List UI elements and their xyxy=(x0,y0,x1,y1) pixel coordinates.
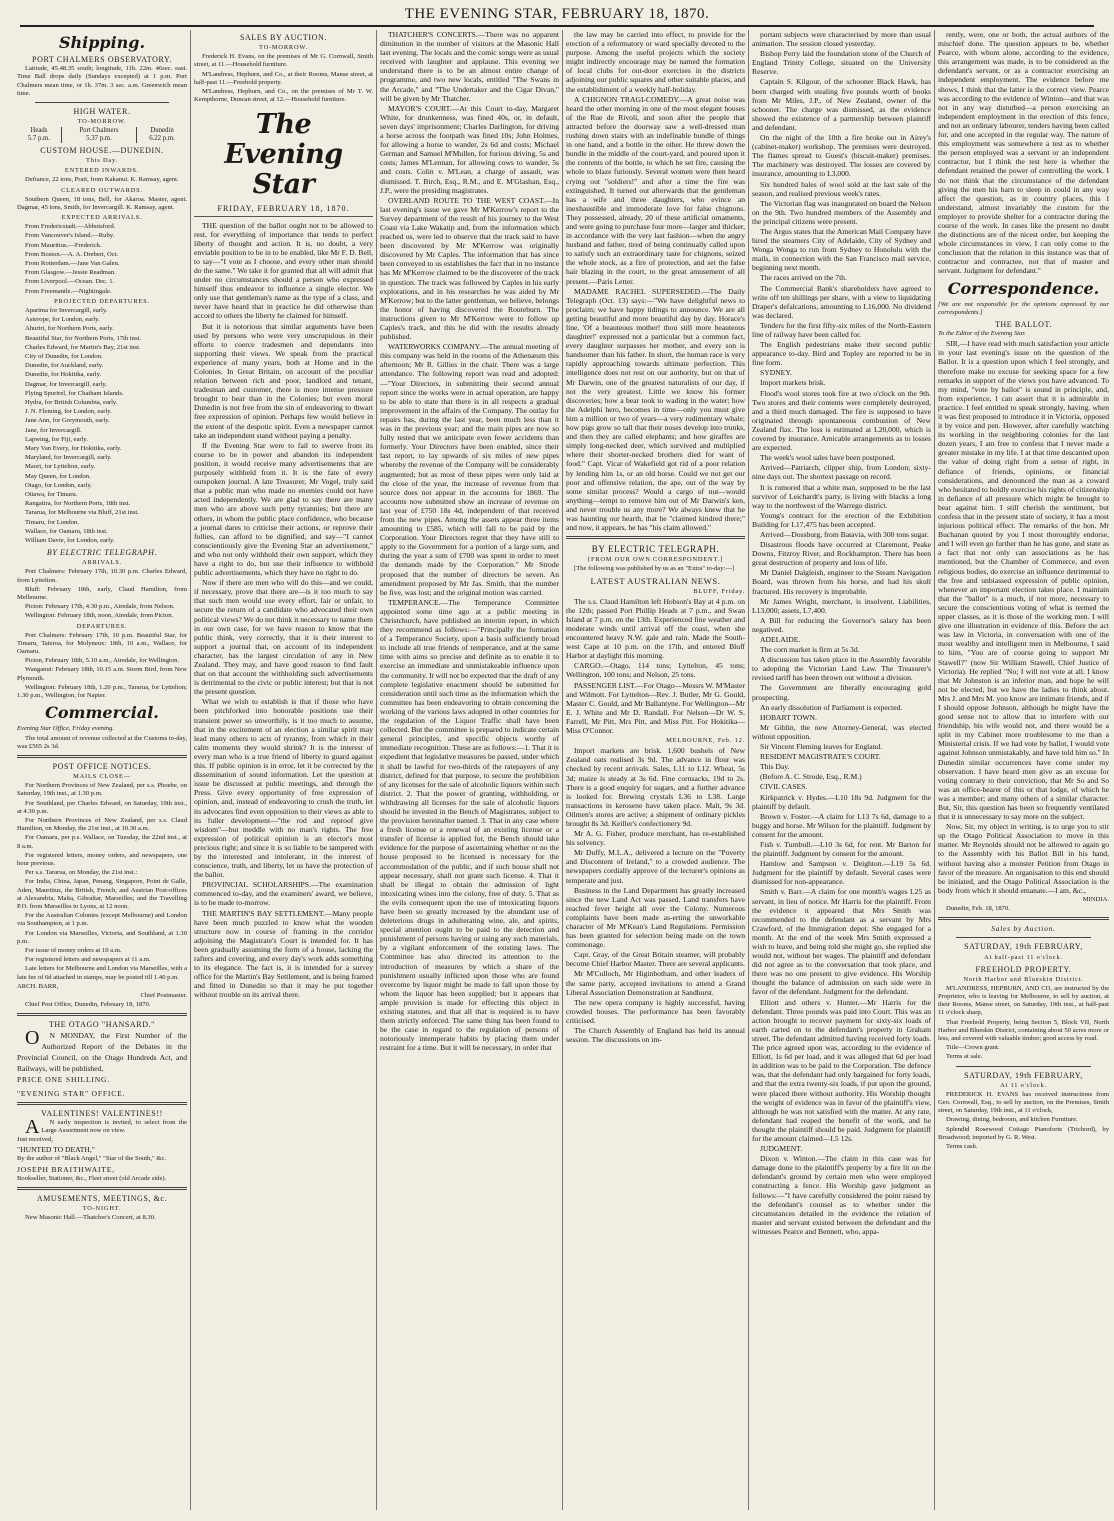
departure-item: Hydra, for British Columbia, early. xyxy=(25,398,118,406)
sale-item: Frederick H. Evans, on the premises of Mr G. Cornwall, Smith street, at 11.—Household furniture. xyxy=(194,53,373,69)
letter-paragraph: SIR,—I have read with much satisfaction your article in your last evening's issue on the question of the Ballot. It is a question upon which I feel strongly, and therefore make no excuse for seeking space for a few remarks in support of the views you have advanced. To my mind, "vote by ballot" is sound in principle, and, from experience, I can assert that it is admirable in practice. I feel entitled to speak strongly, having, when it was first proposed to introduce it in Victoria, opposed it by voice and pen. However, after carefully watching its working in the neighboring colonies for the last dozen years, I am free to confess that I never made a greater mistake in my life. I at that time descanted upon the value of doing right from a sense of right, in defiance of friends, opinions, or financial considerations, and denounced the man as a coward who hesitated to boldly exercise his rights of citizenship in defiance of all pressure which might be brought to bear against him. I still cherish the sentiment, but confess that in the present state of society, it has a most injurious political effect. The remarks of the hon. Mr Buchanan quoted by you I most thoroughly endorse, and I will even go further than he has gone, and state as a fact that not only can associations as he has mentioned, but the Chamber of Commerce, and even religious bodies, do exercise an influence detrimental to the free and unbiassed expression of public opinion, whenever an important election takes place. I maintain that the "ballot" is a much, if not more, necessary to secure the conscientious voting of what is termed the upper classes, as it is those of the working men. I will give one illustration in evidence of this. Before the act was law in Victoria, in conversation with one of the most wealthy and intelligent men in Melbourne, I said to him, "You are of course going to support Mr Stawell?" (now Sir William Stawell, Chief Justice of Victoria). He replied "No; I will not vote at all. I know that Mr Johnston is an inferior man, and hope he will not be elected, but we have the ladies to think about. Mrs J. and Mrs M. you know are intimate friends, and if I should oppose Johnson, although he might have the good sense not to allow that to interfere with our friendship, his wife would not, and there would be a split in my Cabinet more troublesome to me than a Ministerial crisis. If we had vote by ballot, I would vote against Johnson unmistakably, and have told him so." In Dunedin similar occurrences have come under my observation. I have heard men give as an excuse for voting contrary to their conviction, that Mr So and So was an office-bearer of this or that lodge, of which he was a member; and many others of a similar character. But, Sir, this question has been so frequently ventilated that it is unnecessary to say more on the subject. xyxy=(938,339,1109,822)
news-paragraph: PASSENGER LIST.—For Otago—Messrs W. M'Master and Wilmott. For Lyttelton—Rev. J. Butler, Mr G. Gould, Master C. Gould, and Mr Ballantyne. For Wellington—Mr E. J. White and Mr D. Randall. For Nelson—Dr W. S. Farrell, Mr Pitt, Mrs Pitt, and Miss Pitt. For Hokitika—Miss O'Connor. xyxy=(566,680,745,736)
amusements-heading: AMUSEMENTS, MEETINGS, &c. xyxy=(36,1193,168,1203)
news-paragraph: Mr Giblin, the new Attorney-General, was elected without opposition. xyxy=(752,722,931,741)
departure-item: Asterope, for London, early. xyxy=(25,316,100,324)
tide-place: Heads xyxy=(30,127,48,135)
news-paragraph: On the night of the 10th a fire broke out in Airey's (cabinet-maker) workshop. The premises were destroyed. The flames spread to Guest's (biscuit-maker) premises. The machinery was destroyed. The losses are covered by insurance, amounting to L3,000. xyxy=(752,133,931,179)
editorial-paragraph: THE MARTIN'S BAY SETTLEMENT.—Many people have been much puzzled to know what the wooden structure now in course of framing in the corridor adjoining the Magistrate's Court is intended for. It has been gradually assuming the form of a house, lacking the rafters and covering, and every day's work adds something to its elegance. The fact is, it is intended for a survey office for the Martin's Bay Settlement, and is being framed and fitted in Dunedin so that it may be put together without trouble on its arrival there. xyxy=(194,908,373,1000)
news-paragraph: An early dissolution of Parliament is expected. xyxy=(760,702,903,712)
editorial-paragraph: Now if there are men who will do this—and we could, if necessary, prove that there are—is it too much to say that such men would use every effort, fair or unfair, to secure the return of a candidate who advocated their own political views? We do not think it necessary to name them in our own case, for we have reason to know that the public think, very correctly, that it is their interest to support a journal that, on account of its independent character, has the largest circulation of any in New Zealand. They may, and have good reason to find fault that on that account the withholding such advertisements is detrimental to the civic or public interest; but that is not the present question. xyxy=(194,578,373,697)
sale1-sub: North Harbor and Blueskin District. xyxy=(963,975,1084,983)
valentines-text: AN early inspection is invited, to select from the Large Assortment now on view. xyxy=(25,1115,187,1138)
news-paragraph: This Day. xyxy=(760,762,790,772)
news-paragraph: A discussion has taken place in the Assembly favorable to adopting the Victorian Land Law. The Treasurer's revised tariff has been thrown out without a division. xyxy=(752,655,931,683)
news-paragraph: ADELAIDE. xyxy=(760,635,801,644)
departure-item: Flying Spurirel, for Chatham Islands. xyxy=(25,389,124,397)
news-paragraph: Young's contract for the erection of the Exhibition Building for L17,475 has been accepted. xyxy=(752,510,931,529)
news-paragraph: Mr Duffy, M.L.A., delivered a lecture on the "Poverty and Discontent of Ireland," to a crowded audience. The newspapers cordially approve of the lecturer's opinions as temperate and just. xyxy=(566,848,745,885)
departure-item: Dunedin, for Hokitika, early. xyxy=(25,371,102,379)
news-paragraph: Fish v. Turnbull.—L10 3s 6d, for rent. Mr Barton for the plaintiff. Judgment by consent for the amount. xyxy=(752,839,931,859)
valentines-heading: VALENTINES! VALENTINES!! xyxy=(41,1108,163,1118)
customs-sub: This Day. xyxy=(86,157,118,165)
divider xyxy=(938,917,1109,920)
projected-departures-heading: PROJECTED DEPARTURES. xyxy=(54,297,150,305)
news-paragraph: The races arrived on the 7th. xyxy=(760,273,847,283)
post-footer: Chief Post Office, Dunedin, February 18, 1870. xyxy=(25,1001,151,1009)
news-paragraph: The Church Assembly of England has held its annual session. The discussions on im- xyxy=(566,1026,745,1045)
hansard-price: PRICE ONE SHILLING. xyxy=(17,1075,111,1085)
news-paragraph: the law may be carried into effect, to provide for the erection of a reformatory or ward specially devoted to the purpose. Among the useful projects which the society might indirectly encourage may be named the formation of local clubs for out-door exercises in the districts adjoining our public squares and other suitable places, and the establishment of a weekly half-holiday. xyxy=(566,30,745,94)
departure-item: Dunedin, for Auckland, early. xyxy=(25,362,104,370)
correspondence-heading: Correspondence. xyxy=(947,278,1100,298)
shipping-heading: Shipping. xyxy=(58,33,146,52)
expected-arrivals-list xyxy=(17,223,187,296)
departure-item: Maryland, for Invercargill, early. xyxy=(25,454,112,462)
sale2-time: At 11 o'clock. xyxy=(1000,1081,1047,1089)
column-1 xyxy=(14,30,190,1510)
post-item: For India, China, Japan, Penang, Singapore, Point de Galle, Aden, Mauritius, the British, French, and Austrian Post-offices at Alexandria, Malta, Gibraltar, Marseilles; and the Travelling P.O. from Marseilles to Lyons, at 12 noon. xyxy=(17,878,187,910)
departure-item: Tararua, for Melbourne via Bluff, 21st inst. xyxy=(25,509,139,517)
column-3-body xyxy=(380,30,559,1053)
editorial-body xyxy=(194,221,373,1000)
sale-item: M'Landress, Hepburn, and Co., at their Rooms, Manse street, at half-past 11.—Freehold property. xyxy=(194,70,373,86)
post-signature-title: Chief Postmaster. xyxy=(140,991,187,999)
australian-news-heading: LATEST AUSTRALIAN NEWS. xyxy=(590,575,721,586)
sales-list xyxy=(194,53,373,104)
projected-departures-list xyxy=(17,307,187,545)
tel-arrivals-heading: ARRIVALS. xyxy=(82,559,122,567)
departure-item: Beautiful Star, for Northern Ports, 17th inst. xyxy=(25,334,142,342)
departure-item: Rangatira, for Northern Ports, 18th inst. xyxy=(25,500,131,508)
news-paragraph: The Argus states that the American Mail Company have hired the steamers City of Adelaide, City of Sydney and Wonga Wonga to run from Sydney to Honolulu with the mails, in connection with the San Francisco mail service, beginning next month. xyxy=(752,226,931,273)
amusements-text: New Masonic Hall.—Thatcher's Concert, at 8.30. xyxy=(25,1214,156,1222)
divider xyxy=(17,1013,187,1016)
tel-departure-item: Picton, February 18th, 5.10 a.m., Airedale, for Wellington. xyxy=(25,657,180,665)
news-paragraph: Flood's wool stores took fire at two o'clock on the 9th. Two stores and their contents were completely destroyed, and a third much damaged. The fire is supposed to have originated through spontaneous combustion of New Zealand flax. The loss is estimated at L20,000, which is covered by insurance. Amicable arrangements as to losses are expected. xyxy=(752,388,931,453)
news-paragraph: MADAME RACHEL SUPERSEDED.—The Daily Telegraph (Oct. 13) says:—"We have delightful news to proclaim; we have happy tidings to announce. We are all getting beautiful and more beautiful day by day. Horace's line, 'Of a beauteous mother! thou still more beauteous daughter!' expressed not a particular but a common fact, every daughter surpasses her mother, and every son is handsomer than his father. In short, the human race is very rapidly approaching towards ultimate perfection. This intelligence does not rest on our authority, but on that of Mr Darwin, one of the greatest naturalists of our day, if not the very greatest. Little we know his former discoveries; how a bear took to wading in the water; how the Adelphi hero, becomes in time—only you must give him a million or two of years—a very rudimentary whale; how pigs grow so tall that their noses develop into trunks, and then they are called elephants; and how giraffes are simply long-necked deer, which survived and multiplied where their shorter-necked brothers died for want of food." Capt. Vicar of Wakefield got rid of a poor relation by lending him 1s, or an old horse. Could we not get our poor and offensive relation, the ape, out of the way by some similar process? Would a cargo of nut—would anything—tempt to remove him out of Mr Darwin's ken, and never trouble us any more? We always knew that he was haunting our hearth, that he "claimed kindred there;" and now, it appears, he has "his claim allowed." xyxy=(566,286,745,533)
sale-paragraph: Splendid Rosewood Cottage Pianoforte (Trichord), by Broadwood; imported by G. R. West. xyxy=(938,1125,1109,1141)
news-paragraph: Arrived—Patriarch, clipper ship, from London; sixty-nine days out. The shortest passage on record. xyxy=(752,463,931,482)
tel-departure-item: Wanganui: February 18th, 10.15 a.m. Storm Bird, from New Plymouth. xyxy=(17,666,187,682)
tel-arrival-item: Wellington: February 18th, noon, Airedale, from Picton. xyxy=(25,612,174,620)
amusements-sub: TO-NIGHT. xyxy=(82,1205,122,1213)
news-paragraph: The Commercial Bank's shareholders have agreed to write off ten shillings per share, with a view to liquidating Draper's defalcations, amounting to L16,000. No dividend was declared. xyxy=(752,283,931,320)
news-paragraph: Six hundred bales of wool sold at the last sale of the season, and realised previous week's rates. xyxy=(752,179,931,198)
newspaper-title: The Evening Star xyxy=(224,109,343,201)
observatory-text: Latitude, 45.48.35 south; longitude, 11h. 22m. 46sec. east. Time Ball drops daily (Sundays excepted) at 1 p.m. Port Chalmers mean time, or 1h. 37m. 3 sec. a.m. Greenwich mean time. xyxy=(17,65,187,97)
departure-item: Ahuriri, for Northern Ports, early. xyxy=(25,325,114,333)
tide-time: 5.37 p.m. xyxy=(61,135,136,143)
valentines-title: "HUNTED TO DEATH," xyxy=(17,1145,95,1155)
sale2-body xyxy=(938,1091,1109,1151)
hansard-heading: THE OTAGO "HANSARD." xyxy=(48,1020,156,1030)
post-item: For Oamaru, per p.s. Wallace, on Tuesday, the 22nd inst., at 8 a.m. xyxy=(17,834,187,850)
sale-paragraph: That Freehold Property, being Section 5, Block VII, North Harbor and Blueskin District, containing about 50 acres more or less, and covered with valuable timber; good access by road. xyxy=(938,1018,1109,1043)
letter-date: Dunedin, Feb. 18, 1870. xyxy=(946,905,1010,913)
post-item: For the Australian Colonies (except Melbourne) and London via Southampton, at 1 p.m. xyxy=(17,912,187,928)
news-paragraph: (Before A. C. Strode, Esq., R.M.) xyxy=(760,772,862,782)
news-paragraph: The Government are liberally encouraging gold prospecting. xyxy=(752,683,931,702)
departure-item: Mary Van Every, for Hokitika, early. xyxy=(25,444,122,452)
sale-paragraph: M'LANDRESS, HEPBURN, AND CO, are instructed by the Proprietor, who is leaving for Melbourne, to sell by auction, at their Rooms, Manse street, on Saturday, 19th inst., at half-past 11 o'clock sharp, xyxy=(938,984,1109,1017)
post-item: For London via Marseilles, Victoria, and Southland, at 1.30 p.m. xyxy=(17,929,187,945)
divider xyxy=(17,755,187,758)
news-paragraph: MAYOR'S COURT.—At this Court to-day, Margaret White, for drunkenness, was fined 40s, or, in default, seven days' imprisonment; Charles Darlington, for driving a horse across the footpath was fined 10s; John Holmes, for allowing a horse to wander, 2s 6d and costs; Michael German and Samuel M'Mullen, for furious driving, 5s and costs; James M'Lennan, for allowing cows to wander, 5s and costs. Colin v. M'Lean, a charge of assault, was dismissed. T. Birch, Esq., R.M., and E. M'Glashan, Esq., J.P., were the presiding magistrates. xyxy=(380,103,559,195)
tel-departure-item: Port Chalmers: February 17th, 10 p.m. Beautiful Star, for Timaru, Taieroa, for Molyneux: 18th, 10 a.m., Wallace, for Oamaru. xyxy=(17,631,187,656)
news-paragraph: Captain S. Kilgour, of the schooner Black Hawk, has been charged with stealing five pounds worth of books from Mr Miles, J.P., of New Zealand, owner of the schooner. The charge was dismissed, as the evidence showed the existence of a partnership between plaintiff and defendant. xyxy=(752,77,931,132)
tide-table xyxy=(17,127,187,143)
valentines-seller: JOSEPH BRAITHWAITE, xyxy=(17,1164,115,1174)
news-paragraph: The s.s. Claud Hamilton left Hobson's Bay at 4 p.m. on the 12th; passed Port Phillip Heads at 7 p.m., and Swan Island at 7 p.m. on the 13th. Experienced fine weather and moderate winds until arrival off the coast, when she encountered heavy N.W. gale and rain. Made the South-west Cape at 10 p.m. on the 17th, and entered Bluff Harbor at daylight this morning. xyxy=(566,596,745,661)
divider xyxy=(956,937,1091,938)
news-paragraph: rently, were, one or both, the actual authors of the mischief done. The question appears to be, whether Pearce, with whom alone, according to the evidence, this arrangement was made, is to be considered as the defendant's servant, or as a contractor exercising an independent employment. The evidence before me shows, I think that the latter is the correct view. Pearce was according to the evidence of Winton—and that was not in any way disturbed—a person exercising an independent employment in the erection of this fence, and not an ordinary labourer, tenders having been called for, and one accepted in the regular way. The nature of this employment was somewhere a test as to whether the person employed was a servant or an independent contractor, but I think the test here is whether the defendant retained the power of controlling the work. I do not think that the circumstance of the defendant giving the men his barn to sleep in could in any way affect the question, as in country places, this I understand, almost invariably the custom for the employer to provide shelter for a contractor during the course of the work. In cases like the present no doubt the distinctions are of the nicest order, but keeping the whole circumstances in view, I can only come to the conclusion that the relation in this instance was that of contractor and contractee, not that of master and servant. Judgment for defendant." xyxy=(938,30,1109,276)
tel-arrivals-list xyxy=(17,568,187,620)
news-paragraph: Mr A. G. Fisher, produce merchant, has re-established his solvency. xyxy=(566,829,745,848)
editorial-paragraph: What we wish to establish is that if those who have been pitchforked into honorable positions use their transient power so unworthily, is it too much to assume, that in the excitement of an election a similar spirit may lead many others to acts of tyranny, from which in their calm moments they would shrink? It is the interest of every man who is a true friend of liberty to guard against this. If public opinion is in error, let it be corrected by the dissemination of sound information. Let the question at issue be discussed at public meetings, and through the Press. Give every opportunity of free expression of opinion, and, instead of endeavoring to crush the truth, let its advocates find even opposition to their views as able to its fuller development—"the rod and reproof give wisdom"—but meddle with no man's rights. The free expression of political opinion is an elector's most precious right; and since it is so liable to be tampered with by the interested and intolerant, in the interest of conscience, truth, and liberty, let us have the protection of the ballot. xyxy=(194,697,373,880)
sale-paragraph: Title—Crown grant. xyxy=(946,1044,1000,1052)
departure-item: Aparima for Invercargill, early. xyxy=(25,306,108,314)
letter-to: To the Editor of the Evening Star. xyxy=(938,330,1026,338)
sales-sub: TO-MORROW. xyxy=(258,44,308,52)
news-paragraph: Elliott and others v. Hunter.—Mr Harris for the defendant. Three pounds was paid into Court. This was an action brought to recover payment for sixty-six loads of earth carted on to the defendant's property in Graham street. The defendant admitted having received forty loads. The price agreed upon was, according to the evidence of Elliott, 1s 6d per load, and it was alleged that 6d per load in addition was to be paid to the Corporation. The defence was, that the defendant had only bargained for forty loads, and that the extra twenty-six loads, if put upon the ground, were placed there without authority. His Worship thought the weight of evidence was in favor of the plaintiff's view, although he was not satisfied with the matter. At any rate, defendant had reaped the benefit of the work, and he thought the plaintiff should be paid. Judgment for plaintiff for the amount claimed—L5 12s. xyxy=(752,997,931,1143)
commercial-dateline: Evening Star Office, Friday evening. xyxy=(17,725,115,733)
news-paragraph: Disastrous floods have occurred at Claremont, Peake Downs, Fitzroy River, and Rockhampton. There has been great destruction of property and loss of life. xyxy=(752,540,931,568)
tide-time: 5.7 p.m. xyxy=(27,135,51,143)
editorial-dateline: FRIDAY, FEBRUARY 18, 1870. xyxy=(194,204,373,216)
customs-heading: CUSTOM HOUSE.—DUNEDIN. xyxy=(40,146,164,156)
divider xyxy=(35,102,169,103)
extra-note: [The following was published by us as an "Extra" to-day:—] xyxy=(574,565,735,573)
post-item: For issue of money orders at 10 a.m. xyxy=(25,946,122,954)
divider xyxy=(17,1187,187,1190)
post-item: For Southland, per Charles Edward, on Saturday, 19th inst., at 4.30 p.m. xyxy=(17,799,187,815)
letter-paragraph: Now, Sir, my object in writing, is to urge you to stir up the Otago Political Association to move in this matter. Mr Reynolds should not be allowed to again go to the Assembly with his Ballot Bill in his hand, without having also a monster Petition from Otago in favor of the measure. An organisation to this end should be initiated, and the Otago Political Association is the body from which it should emanate.—I am, &c., xyxy=(938,822,1109,895)
news-paragraph: RESIDENT MAGISTRATE'S COURT. xyxy=(760,752,881,762)
news-paragraph: Mr M'Culloch, Mr Higinbotham, and other leaders of the same party, accepted invitations to attend a Grand Liberal Association Demonstration at Sandhurst. xyxy=(566,969,745,997)
editorial-paragraph: If the Evening Star were to fail to swerve from its course to be in power and abandon its independent position, it would receive many advertisements that are purposely withheld from it. It is the fate of every outspoken journal. A late Treasurer, Mr Vogel, truly said that a public man who made no enemies could not have acted independently. We are glad to say there are many men who are above such petty tyrannies; but there are others, in whom the public place confidence, who because a journal dares to criticise their actions, or reprove their follies, can afford to be dignified, and say—"I cannot conscientiously give the Evening Star an advertisement," and who not only withhold their own support, which they have a right to do, but use their influence to withhold public advertisements, which they have no right to do. xyxy=(194,440,373,578)
sale-item: M'Landress, Hepburn, and Co., on the premises of Mr T. W. Kempthorne, Duncan street, at 12.—Household furniture. xyxy=(194,88,373,104)
post-signature: ARCH. BARR, xyxy=(17,982,59,990)
high-water-heading: HIGH WATER. xyxy=(73,106,131,116)
news-paragraph: Import markets are brisk. 1,600 bushels of New Zealand oats realised 3s 9d. The advance in flour was checked by recent arrivals. Sales, L11 to L12. Wheat, 5s 3d; maize is steady at 3s 6d. Fine cornsacks, 19d to 2s. There is a good enquiry for sugars, and a further advance is looked for. Brewing crystals L36 to L38. Large transactions in kerosene have taken place. Malt, 9s 3d. Oilmen's stores are active; a shipment of ordinary pickles brought 8s 3d. Keiller's confectionery 9d. xyxy=(566,746,745,828)
post-item: For Northern Provinces of New Zealand, per s.s. Phoebe, on Saturday, 19th inst., at 1.30 p.m. xyxy=(17,782,187,798)
news-paragraph: Smith v. Barr.—A claim for one month's wages L25 as servant, in lieu of notice. Mr Harris for the plaintiff. From the evidence it appeared that Mrs Smith was recommended to the defendant as a servant by Mrs Crawford, of the Immigration depot. She engaged for a month. At the end of the week Mrs Smith expressed a wish to leave, and being told she might go, she replied she would not, without her wages. The plaintiff and defendant did not agree as to the conversation that took place, and there was no one present to give evidence. His Worship thought the balance of admission on each side were in favor of the defendant. Judgment for the defendant. xyxy=(752,887,931,997)
news-paragraph: WATERWORKS COMPANY.—The annual meeting of this company was held in the rooms of the Athenæum this afternoon; Mr R. Gillies in the chair. There was a large attendance. The following report was read and adopted:—"Your Directors, in submitting their second annual report since the works were in actual operation, are happy to be able to state that there is in all respects a gradual improvement in the affairs of the Company. The outlay for repairs has, during the last year, been much less than it was in the previous year; and the main pipes are now so fully tested that we anticipate even fewer accidents than formerly. Your Directors have been enabled, since their last report, to lay upwards of six miles of new pipes whereby the revenue of the Company will be considerably augmented; but as most of these pipes were only laid at the close of the year, the increase of revenue from that source does not appear in the accounts for 1869. The accounts now submitted show an increase of revenue on last year of £750 18s 4d, independent of that received from the new pipes. Among the assets appear three items amounting to £585, which will fall to be paid by the Corporation. Your Directors regret that they have still to apply to the Government for a portion of a large sum, and during the year a sum of £700 was spent in order to meet the demands made by the Corporation." Mr Strode proposed that the number of directors be seven. An amendment proposed by Mr Jas. Smith, that the number be five, was lost; and the original motion was carried. xyxy=(380,342,559,597)
arrival-item: From Mauritius.—Frederick. xyxy=(25,241,102,249)
correspondent-note: [FROM OUR OWN CORRESPONDENT.] xyxy=(588,556,723,564)
departure-item: Charles Edward, for Martin's Bay, 21st inst. xyxy=(25,343,141,351)
melbourne-dateline: MELBOURNE, Feb. 12. xyxy=(666,737,745,745)
news-paragraph: Sir Vincent Fleming leaves for England. xyxy=(760,742,883,752)
tel-departure-item: Wellington: February 18th, 1.20 p.m., Tararua, for Lyttelton; 1.30 p.m., Wellington, for Napier. xyxy=(17,683,187,700)
departure-item: Wallace, for Oamaru, 18th inst. xyxy=(25,527,108,535)
arrival-item: From Fredericstadt.—Abbotsford. xyxy=(25,223,116,231)
column-5 xyxy=(748,30,934,1510)
mails-close-label: MAILS CLOSE— xyxy=(73,773,131,780)
departure-item: J. N. Fleming, for London, early. xyxy=(25,408,112,416)
tide-time: 6.22 p.m. xyxy=(137,135,187,143)
news-paragraph: Dixon v. Winton.—The claim in this case was for damage done to the plaintiff's property by a fire lit on the defendant's ground by certain men who were employed constructing a fence. His Worship gave judgment as follows:—"I have carefully considered the point raised by the defendant's counsel as to whether under the circumstances detailed in the evidence the relation of master and servant existed between the defendant and the witnesses Pearce and Bennett, who, appa- xyxy=(752,1154,931,1236)
news-paragraph: Bishop Perry laid the foundation stone of the Church of England Trinity College, situated on the University Reserve. xyxy=(752,49,931,77)
cleared-heading: CLEARED OUTWARDS. xyxy=(61,186,143,194)
column-3 xyxy=(376,30,562,1510)
column-4 xyxy=(562,30,748,1510)
news-paragraph: The Victorian flag was inaugurated on board the Nelson on the 9th. Two hundred members of the Assembly and the principal citizens were present. xyxy=(752,198,931,226)
arrival-item: From Freemantle.—Nightingale. xyxy=(25,287,112,295)
commercial-heading: Commercial. xyxy=(45,703,159,723)
news-paragraph: Capt. Gray, of the Great Britain steamer, will probably become Chief Harbor Master. There are several applicants. xyxy=(566,950,745,969)
tel-departures-heading: DEPARTURES. xyxy=(76,622,128,630)
observatory-heading: PORT CHALMERS OBSERVATORY. xyxy=(32,55,172,64)
news-paragraph: The corn market is firm at 5s 3d. xyxy=(760,645,860,655)
entered-heading: ENTERED INWARDS. xyxy=(64,167,140,175)
judgment-continued xyxy=(938,30,1109,276)
news-paragraph: CIVIL CASES. xyxy=(760,782,808,792)
news-paragraph: Mr Daniel Dalgleish, engineer to the Steam Navigation Board, was thrown from his horse, and had his skull fractured. His recovery is improbable. xyxy=(752,568,931,596)
valentines-received: Just received, xyxy=(17,1136,53,1144)
sale2-date: SATURDAY, 19th FEBRUARY, xyxy=(964,1070,1083,1080)
departure-item: Jane, for Invercargill. xyxy=(25,426,82,434)
sale1-heading: FREEHOLD PROPERTY. xyxy=(975,964,1072,974)
departure-item: Dagmar, for Invercargill, early. xyxy=(25,380,107,388)
arrival-item: From Rotterdam.—Jane Van Galen. xyxy=(25,259,120,267)
news-paragraph: Business in the Land Department has greatly increased since the new Land Act was passed. Land transfers have reached fever height all over the Colony. Numerous complaints have been made as-erting the unworkable character of Mr M'Kean's Land Regulations. Permission has been granted for selection being made on the town commonage. xyxy=(566,885,745,950)
cleared-text: Southern Queen, 18 tons, Bell, for Akaroa. Master, agent. Dagmar, 45 tons, Smith, for Invercargill. K. Ramsay, agent. xyxy=(17,195,187,211)
telegraph-heading: BY ELECTRIC TELEGRAPH. xyxy=(46,548,158,558)
news-paragraph: Kirkpatrick v. Hydes.—L10 18s 9d. Judgment for the plaintiff by default. xyxy=(752,792,931,811)
letter-signature: MINDIA. xyxy=(1082,895,1109,903)
news-paragraph: TEMPERANCE.—The Temperance Committee appointed some time ago at a public meeting in Christchurch, have published an interim report, in which they recommend as follows:—"Principally the formation of a Temperance Society, upon a basis sufficiently broad to include all true friends of temperance, and at the same time with aims so precise and definite as to enable it to exercise an immediate and unmistakeable influence upon the community. It will not be expected that the draft of any complete legislative enactment should be submitted for consideration until such time as the information which the committee has been endeavoring to obtain concerning the working of the various laws adopted in other countries for the regulation of the Liquor Traffic shall have been collected. But the committee is prepared to indicate certain general principles, and specific objects worthy of immediate recognition. These are as follows:—1. That it is expedient that legislative measures be passed, under which it shall be lawful for two-thirds of the ratepayers of any district, defined for that purpose, to secure the prohibition of any licenses for the sale of alcoholic liquors within such district. 2. That the power of granting, withholding, or withdrawing all licenses for the sale of alcoholic liquors should be invested in the Bench of Magistrates, subject to the provision hereinafter named. 3. That in any case where a fresh license or a renewal of an existing license or a transfer of license is applied for, the Bench should take evidence for the purpose of ascertaining whether or no the house proposed to be licensed is necessary for the accommodation of the public, and if such house shall not appear necessary, shall not grant such license. 4. That it shall be illegal to obtain the admission of light intoxicating wines into the colony, free of duty. 5. That as the evils consequent upon the use of intoxicating liquors have been so greatly increased by the abundant use of deleterious drugs in adulterating wine, ale, and spirits, special attention ought to be paid to the detection and punishment of persons having or using any such materials, by a vigilant enforcement of the existing laws. The Committee has also directed its attention to the introduction of measures by which a share of the punishment usually inflicted upon those who are found overcome by liquor might be made to fall upon those by whom the liquor has been supplied; but it appears that ample provision is made for effecting this object in existing statutes, and that all that is required is to have them strictly enforced. The same thing has been found to be the case in regard to the regulation of persons of notoriously intemperate habits by placing them under restraint for a time. But it will be necessary, in order that xyxy=(380,597,560,1053)
sales-heading: SALES BY AUCTION. xyxy=(239,33,328,42)
tel-arrival-item: Port Chalmers: February 17th, 10.30 p.m. Charles Edward, from Lyttelton. xyxy=(17,568,187,584)
news-paragraph: Hamlow and Sampson v. Deighton.—L19 5s 6d. Judgment for the plaintiff by default. Several cases were dismissed for non-appearance. xyxy=(752,859,931,887)
news-paragraph: It is rumored that a white man, supposed to be the last survivor of Leichardt's party, is living with blacks a long way to the northwest of the Warrego district. xyxy=(752,482,931,510)
departure-item: Maori, for Lyttelton, early. xyxy=(25,463,96,471)
news-paragraph: OVERLAND ROUTE TO THE WEST COAST.—In last evening's issue we gave Mr M'Kerrow's report to the Survey department of the result of his journey to the West Coast via Lake Wakatip and, from the information which reached us, were led to observe that the track said to have been discovered by Mr M'Kerrow was originally discovered by Mr Caples. The information that has since been conveyed to us establishes the fact that in no instance has Mr M'Kerrow claimed to be the discoverer of the track in question. The track was followed by Caples in his early explorations, and in his researches he was aided by Mr M'Kerrow; but to the latter gentleman, we believe, belongs the honor of having discovered the Routeburn. The instructions given to Mr M'Kerrow were to follow up Caples's track, and this he did with the results already published. xyxy=(380,195,559,342)
departure-item: May Queen, for London. xyxy=(25,472,91,480)
arrival-item: From Liverpool.—Ocean. Dec. 1. xyxy=(25,278,115,286)
post-item: For registered letters and newspapers at 11 a.m. xyxy=(25,956,151,964)
auction-section-heading: Sales by Auction. xyxy=(991,924,1056,934)
correspondence-note: [We are not responsible for the opinions expressed by our correspondents.] xyxy=(938,300,1109,316)
editorial-paragraph: PROVINCIAL SCHOLARSHIPS.—The examination commenced to-day, and the examiners' award, we believe, is to be made to-morrow. xyxy=(194,880,373,908)
departure-item: Ottawa, for Timaru. xyxy=(25,490,78,498)
sale-paragraph: Drawing, dining, bedroom, and kitchen Furniture. xyxy=(946,1116,1078,1124)
post-item: Per s.s. Tararua, on Monday, the 21st inst.: xyxy=(25,869,138,877)
column-2 xyxy=(190,30,376,1510)
divider xyxy=(566,536,745,539)
column-5-body xyxy=(752,30,931,1236)
expected-arrivals-heading: EXPECTED ARRIVALS. xyxy=(61,214,143,222)
valentines-seller-desc: Bookseller, Stationer, &c., Fleet street (old Arcade side). xyxy=(17,1174,167,1182)
high-water-sub: TO-MORROW. xyxy=(77,118,127,125)
news-paragraph: THATCHER'S CONCERTS.—There was no apparent diminution in the number of visitors at the Masonic Hall last evening. The locals and the comic songs were as usual received with laughter and applause. This evening we understand there is to be an almost entire change of programme, and two new locals, entitled "The Swans in the Arcade," and "The Undertaker and the Cigar Divan," will be given by Mr Thatcher. xyxy=(380,30,559,103)
divider xyxy=(956,1066,1091,1067)
news-paragraph: SYDNEY. xyxy=(760,368,792,378)
post-item: For Northern Provinces of New Zealand, per s.s. Claud Hamilton, on Monday, the 21st inst., at 10.30 a.m. xyxy=(17,816,187,833)
sale1-date: SATURDAY, 19th FEBRUARY, xyxy=(964,942,1083,952)
news-paragraph: Import markets brisk. xyxy=(760,378,826,388)
departure-item: William Davie, for London, early. xyxy=(25,536,115,544)
news-paragraph: A Bill for reducing the Governor's salary has been negatived. xyxy=(752,615,931,634)
hansard-text: ON MONDAY, the First Number of the Authorized Report of the Debates in the Provincial Council, on the Otago Hundreds Act, and Railways, will be published, xyxy=(17,1027,187,1074)
tide-place: Dunedin xyxy=(137,127,187,135)
letter-body xyxy=(938,339,1109,895)
departure-item: Timaru, for London. xyxy=(25,518,79,526)
departure-item: Jane Ann, for Greymouth, early. xyxy=(25,417,110,425)
post-office-heading: POST OFFICE NOTICES. xyxy=(52,761,152,771)
column-6 xyxy=(934,30,1112,1510)
masthead: THE EVENING STAR, FEBRUARY 18, 1870. xyxy=(20,3,1094,27)
hansard-office: "EVENING STAR" OFFICE. xyxy=(17,1088,126,1098)
tel-arrival-item: Bluff: February 18th, early, Claud Hamilton, from Melbourne. xyxy=(17,585,187,601)
arrival-item: From Glasgow.—Jessie Readman. xyxy=(25,269,116,277)
arrival-item: From Boston.—A. A. Drebert, Oct. xyxy=(25,250,119,258)
news-paragraph: A CHIGNON TRAGI-COMEDY.—A great noise was heard the other morning in one of the most elegant houses of the Rue de Rivoli, and soon after the people that attracted before the doorway saw a well-dressed man rushing down stairs with an indefinable bundle of things in one hand, and a bottle in the other. He threw down the bundle in the middle of the court-yard, and poured upon it the contents of the bottle, to which he set fire, causing the whole to blaze furiously. Several women were then heard crying out "soldiers!" and after a time the fire was extinguished. It turned out afterwards that the gentleman has a wife and three daughters, who evince an inexhaustible and immoderate love for false chignons. They possessed, already, 20 of these artificial ornaments, and were going to purchase four more—larger and thicker, in accordance with the very last fashion—when the angry husband and father, tired of being continually called upon to satisfy such an extraordinary taste for chignons, seized the whole stock, as a fire of protection, and set the false hair blazing in the court, to the great amusement of all present.—Paris Letter. xyxy=(566,94,745,286)
departure-item: Lapwing, for Fiji, early. xyxy=(25,435,88,443)
news-paragraph: HOBART TOWN. xyxy=(760,712,817,722)
bluff-dateline: BLUFF, Friday. xyxy=(693,587,745,595)
news-paragraph: CARGO.—Otago, 114 tons; Lyttelton, 45 tons; Wellington, 100 tons; and Nelson, 25 tons. xyxy=(566,661,745,680)
news-paragraph: Brown v. Foster.—A claim for L13 7s 6d, damage to a buggy and horse. Mr Wilson for the plaintiff. Judgment by consent for the amount. xyxy=(752,811,931,839)
entered-text: Defiance, 22 tons, Pratt, from Kakanui. K. Ramsay, agent. xyxy=(25,176,179,184)
news-paragraph: JUDGMENT. xyxy=(760,1144,803,1154)
news-paragraph: Arrived—Dossburg, from Batavia, with 300 tons sugar. xyxy=(760,529,929,539)
news-paragraph: Mr James Wright, merchant, is insolvent. Liabilities, L13,000; assets, L7,400. xyxy=(752,596,931,615)
sale-paragraph: Terms at sale. xyxy=(946,1053,983,1061)
post-office-list xyxy=(17,782,187,982)
sale-paragraph: Terms cash. xyxy=(946,1143,978,1151)
news-paragraph: portant subjects were characterised by more than usual animation. The session closed yesterday. xyxy=(752,30,931,49)
telegraph-heading: BY ELECTRIC TELEGRAPH. xyxy=(591,544,720,555)
post-item: Late letters for Melbourne and London via Marseilles, with a late fee of 6d attached in stamps, may be posted till 1.40 p.m. xyxy=(17,965,187,981)
sale1-time: At half-past 11 o'clock. xyxy=(984,953,1063,961)
sale1-body xyxy=(938,985,1109,1062)
post-item: For registered letters, money orders, and newspapers, one hour previous. xyxy=(17,851,187,867)
valentines-author: By the author of "Black Angel," "Star of the South," &c. xyxy=(17,1155,167,1163)
tel-departures-list xyxy=(17,632,187,701)
news-paragraph: The English pedestrians make their second public appearance to-day. Bird and Topley are reported to be in fine form. xyxy=(752,340,931,368)
divider xyxy=(17,1102,187,1105)
tel-arrival-item: Picton: February 17th, 4.30 p.m., Airedale, from Nelson. xyxy=(25,603,175,611)
letter-heading: THE BALLOT. xyxy=(994,319,1053,329)
arrival-item: From Vancouver's Island.—Ruby. xyxy=(25,232,115,240)
editorial-paragraph: THE question of the ballot ought not to be allowed to rest, for everything of importance that tends to perfect liberty of thought and action. It is, no doubt, a very enviable position to be in to be enabled, like Mr F. D. Bell, to say—"I vote as I choose, and every other man should do the same." We take it for granted that all will admit that under no circumstances should a person who expressed himself thus endeavor to influence a single elector. We only use that gentleman's name as the type of a class, and never have heard that in practice he did otherwise than accord to others the liberty he claimed for himself. xyxy=(194,220,373,321)
news-paragraph: The new opera company is highly successful, having crowded houses. The performance has been favorably criticised. xyxy=(566,997,745,1025)
tide-place: Port Chalmers xyxy=(61,127,136,135)
departure-item: City of Dunedin, for London. xyxy=(25,352,103,360)
commercial-text: The total amount of revenue collected at the Customs to-day, was £565 2s 3d. xyxy=(17,734,187,750)
news-paragraph: The week's wool sales have been postponed. xyxy=(760,453,896,463)
departure-item: Otago, for London, early. xyxy=(25,481,92,489)
sale-paragraph: FREDERICK H. EVANS has received instructions from Geo. Cornwall, Esq., to sell by auction, on the Premises, Smith street, on Saturday, 19th inst., at 11 o'clock, xyxy=(938,1090,1109,1115)
editorial-paragraph: But it is notorious that similar arguments have been used by persons who were very unscrupulous in their efforts to coerce tradesmen and dependants into supporting their views. We speak from the practical experience of many years, both at Home and in the Colonies. In Great Britain, on account of the peculiar relation between rich and poor, landlord and tenant, tradesman and customer, there is more intense pressure brought to bear than in the Colonies; but even moral Dunedin is not free from the sin of endeavoring to thwart free expression of opinion. Perhaps few would believe in the extent of the despotic spirit. Even a newspaper cannot take an independent stand without paying a penalty. xyxy=(194,321,373,440)
news-paragraph: Tenders for the first fifty-six miles of the North-Eastern line of railway have been called for. xyxy=(752,320,931,339)
